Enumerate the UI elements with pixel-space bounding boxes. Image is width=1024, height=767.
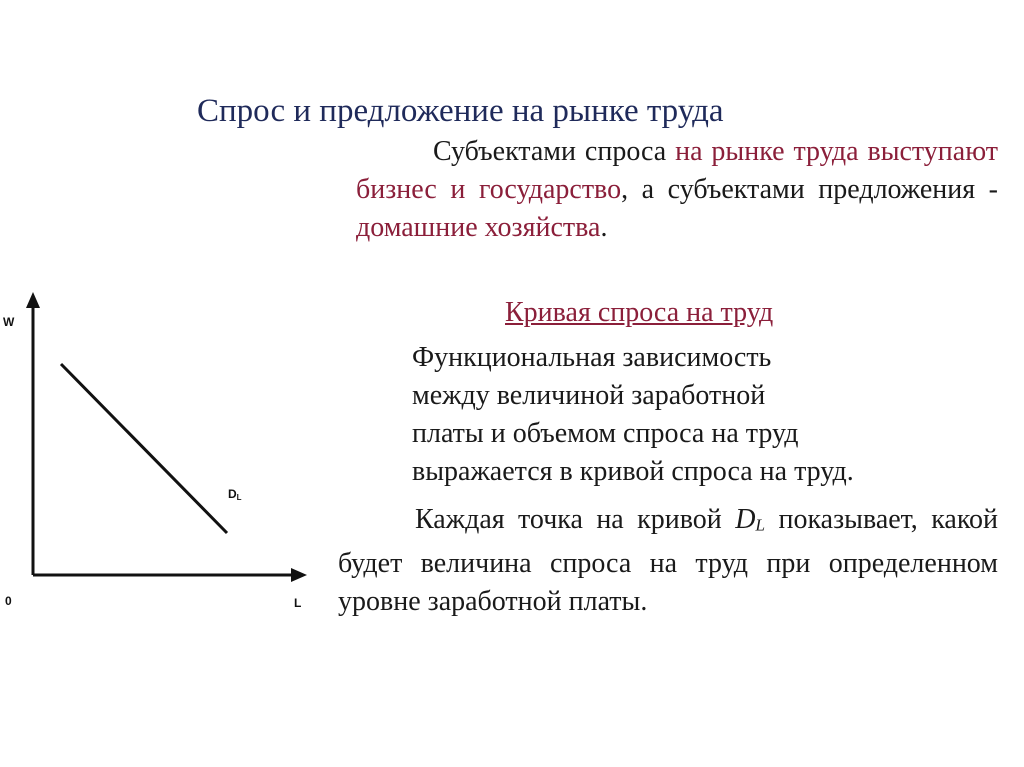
y-axis-label: W	[3, 315, 15, 329]
labor-demand-chart	[0, 280, 320, 620]
explanation-text-2: показывает, какой будет величина спроса на труд при определенном уровне заработной платы.	[338, 504, 999, 617]
demand-curve-subheading: Кривая спроса на труд	[505, 297, 774, 328]
intro-text-1: Субъектами спроса	[433, 136, 676, 167]
y-axis-arrow	[26, 292, 40, 308]
definition-line: платы и объемом спроса на труд	[412, 418, 799, 449]
definition-paragraph	[412, 339, 972, 491]
definition-line: между величиной заработной	[412, 380, 766, 411]
intro-accent-2: выступают бизнес и государство	[356, 136, 998, 205]
intro-accent-1: на рынке труда	[675, 136, 859, 167]
demand-curve-line	[61, 364, 227, 533]
explanation-paragraph	[338, 501, 998, 621]
x-axis-arrow	[291, 568, 307, 582]
explanation-text-1: Каждая точка на кривой	[415, 504, 736, 535]
definition-line: выражается в кривой спроса на труд.	[412, 456, 854, 487]
demand-curve-label-sub: L	[236, 493, 242, 502]
dl-symbol-sub: L	[755, 515, 766, 535]
dl-symbol-main: D	[735, 504, 756, 535]
demand-curve-label	[228, 487, 242, 502]
intro-text-3: , а субъектами предложения -	[621, 174, 998, 205]
x-axis-label: L	[294, 596, 302, 610]
origin-label: 0	[5, 594, 12, 608]
intro-text-4: .	[600, 212, 608, 243]
slide-title: Спрос и предложение на рынке труда	[197, 93, 724, 129]
demand-curve-label-main: D	[228, 487, 237, 501]
intro-paragraph	[356, 133, 998, 247]
intro-accent-3: домашние хозяйства	[356, 212, 601, 243]
definition-line: Функциональная зависимость	[412, 342, 772, 373]
dl-symbol	[735, 504, 765, 535]
